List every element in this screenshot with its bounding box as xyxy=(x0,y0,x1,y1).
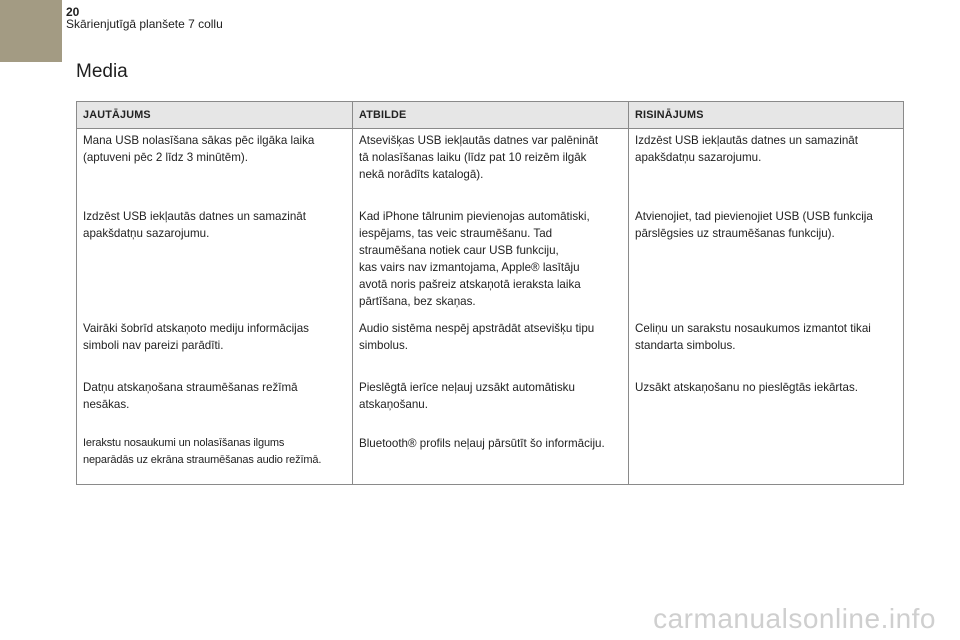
solution-text: Celiņu un sarakstu nosaukumos izmantot tikai standarta simbolus. xyxy=(635,322,871,352)
table-header-row xyxy=(77,102,904,129)
answer-cell xyxy=(353,432,629,485)
table-row xyxy=(77,317,904,376)
question-text: Mana USB nolasīšana sākas pēc ilgāka laika (aptuveni pēc 2 līdz 3 minūtēm). xyxy=(83,134,315,164)
solution-text: Uzsākt atskaņošanu no pieslēgtās iekārtas. xyxy=(635,381,858,394)
answer-cell xyxy=(353,376,629,432)
table-row xyxy=(77,129,904,206)
answer-text: Kad iPhone tālrunim pievienojas automātiski, iespējams, tas veic straumēšanu. Tad straumēšana notiek caur USB funkciju, kas vairs nav izmantojama, Apple® lasītāju avotā noris pašreiz atskaņotā ieraksta laika pārtīšana, bez skaņas. xyxy=(359,210,590,308)
question-cell xyxy=(77,376,353,432)
answer-text: Bluetooth® profils neļauj pārsūtīt šo informāciju. xyxy=(359,437,605,450)
table-row xyxy=(77,376,904,432)
solution-cell xyxy=(629,432,904,485)
question-cell xyxy=(77,129,353,206)
header-answer: ATBILDE xyxy=(353,102,629,129)
page-color-tab xyxy=(0,0,62,62)
question-text: Datņu atskaņošana straumēšanas režīmā nesākas. xyxy=(83,381,298,411)
header-question: JAUTĀJUMS xyxy=(77,102,353,129)
solution-text: Atvienojiet, tad pievienojiet USB (USB funkcija pārslēgsies uz straumēšanas funkciju). xyxy=(635,210,873,240)
solution-cell xyxy=(629,205,904,317)
troubleshooting-table xyxy=(76,101,904,485)
running-head: Skārienjutīgā planšete 7 collu xyxy=(66,17,223,31)
answer-text: Pieslēgtā ierīce neļauj uzsākt automātisku atskaņošanu. xyxy=(359,381,575,411)
answer-cell xyxy=(353,205,629,317)
question-text: Ierakstu nosaukumi un nolasīšanas ilgums neparādās uz ekrāna straumēšanas audio režīmā. xyxy=(83,437,322,466)
question-cell xyxy=(77,205,353,317)
solution-cell xyxy=(629,376,904,432)
question-text: Izdzēst USB iekļautās datnes un samazināt apakšdatņu sazarojumu. xyxy=(83,210,306,240)
watermark: carmanualsonline.info xyxy=(653,603,936,634)
header-solution: RISINĀJUMS xyxy=(629,102,904,129)
table-row xyxy=(77,205,904,317)
solution-text: Izdzēst USB iekļautās datnes un samazināt apakšdatņu sazarojumu. xyxy=(635,134,858,164)
answer-text: Atsevišķas USB iekļautās datnes var palēnināt tā nolasīšanas laiku (līdz pat 10 reizēm ilgāk nekā norādīts katalogā). xyxy=(359,134,599,181)
solution-cell xyxy=(629,129,904,206)
answer-text: Audio sistēma nespēj apstrādāt atsevišķu tipu simbolus. xyxy=(359,322,595,352)
question-cell xyxy=(77,317,353,376)
page-number: 20 xyxy=(66,5,80,19)
question-text: Vairāki šobrīd atskaņoto mediju informācijas simboli nav pareizi parādīti. xyxy=(83,322,309,352)
table-row xyxy=(77,432,904,485)
question-cell xyxy=(77,432,353,485)
answer-cell xyxy=(353,317,629,376)
section-title: Media xyxy=(76,61,128,82)
answer-cell xyxy=(353,129,629,206)
solution-cell xyxy=(629,317,904,376)
